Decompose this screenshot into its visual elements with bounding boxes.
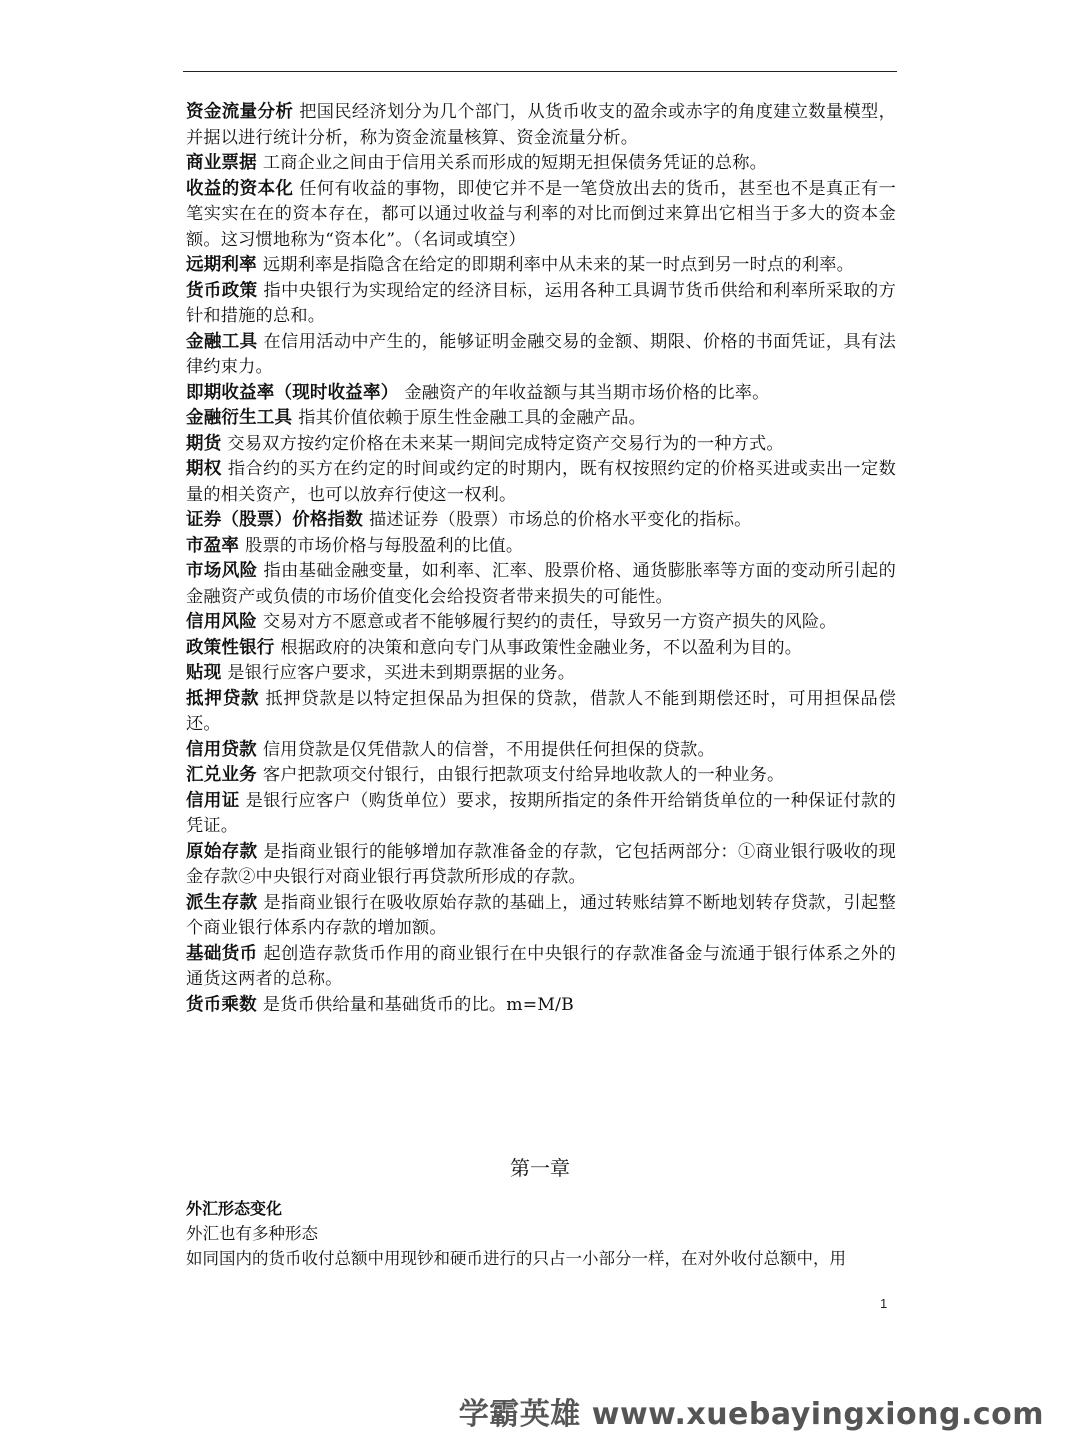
glossary-term: 货币乘数 [186,994,257,1015]
glossary-entry [186,661,896,687]
glossary-entry [186,687,896,738]
glossary-entry [186,457,896,508]
header-rule [183,71,897,72]
glossary-definition: 抵押贷款是以特定担保品为担保的贷款，借款人不能到期偿还时，可用担保品偿还。 [186,688,896,734]
glossary-definition: 起创造存款货币作用的商业银行在中央银行的存款准备金与流通于银行体系之外的通货这两者的总称。 [186,943,896,989]
glossary-entry [186,559,896,610]
glossary-entry [186,993,896,1019]
glossary-entry [186,330,896,381]
glossary-entry [186,432,896,458]
glossary-entry [186,763,896,789]
glossary-definition: 指合约的买方在约定的时间或约定的时期内，既有权按照约定的价格买进或卖出一定数量的相关资产，也可以放弃行使这一权利。 [186,459,896,505]
chapter-section [186,1196,896,1271]
section-heading: 外汇形态变化 [186,1199,283,1218]
body-line: 外汇也有多种形态 [186,1224,318,1243]
page-number: 1 [880,1296,888,1311]
glossary-definition: 是银行应客户要求，买进未到期票据的业务。 [227,663,576,683]
glossary-entry [186,151,896,177]
glossary-definition: 客户把款项交付银行，由银行把款项支付给异地收款人的一种业务。 [262,765,785,785]
glossary-definition: 工商企业之间由于信用关系而形成的短期无担保债务凭证的总称。 [262,153,768,173]
glossary-term: 原始存款 [186,841,258,862]
glossary-term: 货币政策 [186,280,258,301]
body-line: 如同国内的货币收付总额中用现钞和硬币进行的只占一小部分一样，在对外收付总额中，用 [186,1249,846,1268]
glossary-term: 贴现 [186,663,222,683]
glossary-entry [186,100,896,151]
glossary-term: 基础货币 [186,943,258,964]
glossary-term: 政策性银行 [186,637,275,658]
glossary-entry [186,942,896,993]
glossary-term: 远期利率 [186,255,257,275]
glossary-definition: 远期利率是指隐含在给定的即期利率中从未来的某一时点到另一时点的利率。 [262,255,854,275]
glossary-entry [186,738,896,764]
glossary-term: 汇兑业务 [186,765,257,785]
site-watermark: 学霸英雄 www.xuebayingxiong.com [458,1397,1044,1432]
glossary-definition: 金融资产的年收益额与其当期市场价格的比率。 [404,382,770,403]
glossary-term: 信用风险 [186,612,257,632]
glossary-term: 收益的资本化 [186,178,294,199]
glossary-entry [186,279,896,330]
glossary-definition: 把国民经济划分为几个部门，从货币收支的盈余或赤字的角度建立数量模型，并据以进行统计分析，称为资金流量核算、资金流量分析。 [186,102,896,148]
glossary-term: 期货 [186,433,222,454]
glossary-term: 金融工具 [186,331,258,352]
glossary-term: 信用证 [186,790,240,811]
glossary-term: 抵押贷款 [186,688,260,709]
glossary-term: 信用贷款 [186,739,257,760]
glossary-term: 派生存款 [186,892,258,913]
glossary-definition: 交易双方按约定价格在未来某一期间完成特定资产交易行为的一种方式。 [227,433,784,454]
glossary-entry [186,840,896,891]
glossary-entry [186,534,896,560]
glossary-entry [186,789,896,840]
glossary-term: 期权 [186,459,222,479]
glossary-definition: 交易对方不愿意或者不能够履行契约的责任，导致另一方资产损失的风险。 [262,612,837,632]
glossary-entry [186,610,896,636]
glossary-term: 市盈率 [186,535,240,556]
glossary-term: 资金流量分析 [186,102,294,122]
glossary-definition: 任何有收益的事物，即使它并不是一笔贷放出去的货币，甚至也不是真正有一笔实实在在的资本存在，都可以通过收益与利率的对比而倒过来算出它相当于多大的资本金额。这习惯地称为“资本化”。（名词或填空） [186,178,896,250]
glossary-list [186,100,896,1018]
glossary-entry [186,636,896,662]
chapter-title: 第一章 [510,1156,570,1180]
glossary-entry [186,381,896,407]
glossary-definition: 指中央银行为实现给定的经济目标，运用各种工具调节货币供给和利率所采取的方针和措施的总和。 [186,280,896,326]
glossary-definition: 在信用活动中产生的，能够证明金融交易的金额、期限、价格的书面凭证，具有法律约束力。 [186,331,896,377]
glossary-definition: 是货币供给量和基础货币的比。m=M/B [262,994,574,1015]
glossary-definition: 指由基础金融变量，如利率、汇率、股票价格、通货膨胀率等方面的变动所引起的金融资产或负债的市场价值变化会给投资者带来损失的可能性。 [186,561,896,607]
glossary-definition: 是指商业银行在吸收原始存款的基础上，通过转账结算不断地划转存贷款，引起整个商业银行体系内存款的增加额。 [186,892,896,938]
glossary-entry [186,406,896,432]
glossary-entry [186,253,896,279]
glossary-entry [186,891,896,942]
glossary-definition: 股票的市场价格与每股盈利的比值。 [245,535,524,556]
glossary-definition: 根据政府的决策和意向专门从事政策性金融业务，不以盈利为目的。 [280,637,803,658]
glossary-entry [186,177,896,254]
glossary-term: 即期收益率（现时收益率） [186,382,399,403]
glossary-definition: 是银行应客户（购货单位）要求，按期所指定的条件开给销货单位的一种保证付款的凭证。 [186,790,896,836]
glossary-term: 证券（股票）价格指数 [186,510,363,530]
glossary-term: 市场风险 [186,561,258,581]
glossary-term: 金融衍生工具 [186,408,293,428]
glossary-definition: 是指商业银行的能够增加存款准备金的存款，它包括两部分：①商业银行吸收的现金存款②中央银行对商业银行再贷款所形成的存款。 [186,841,896,887]
glossary-entry [186,508,896,534]
glossary-definition: 信用贷款是仅凭借款人的信誉，不用提供任何担保的贷款。 [262,739,715,760]
glossary-term: 商业票据 [186,153,257,173]
glossary-definition: 描述证券（股票）市场总的价格水平变化的指标。 [369,510,752,530]
glossary-definition: 指其价值依赖于原生性金融工具的金融产品。 [298,408,646,428]
